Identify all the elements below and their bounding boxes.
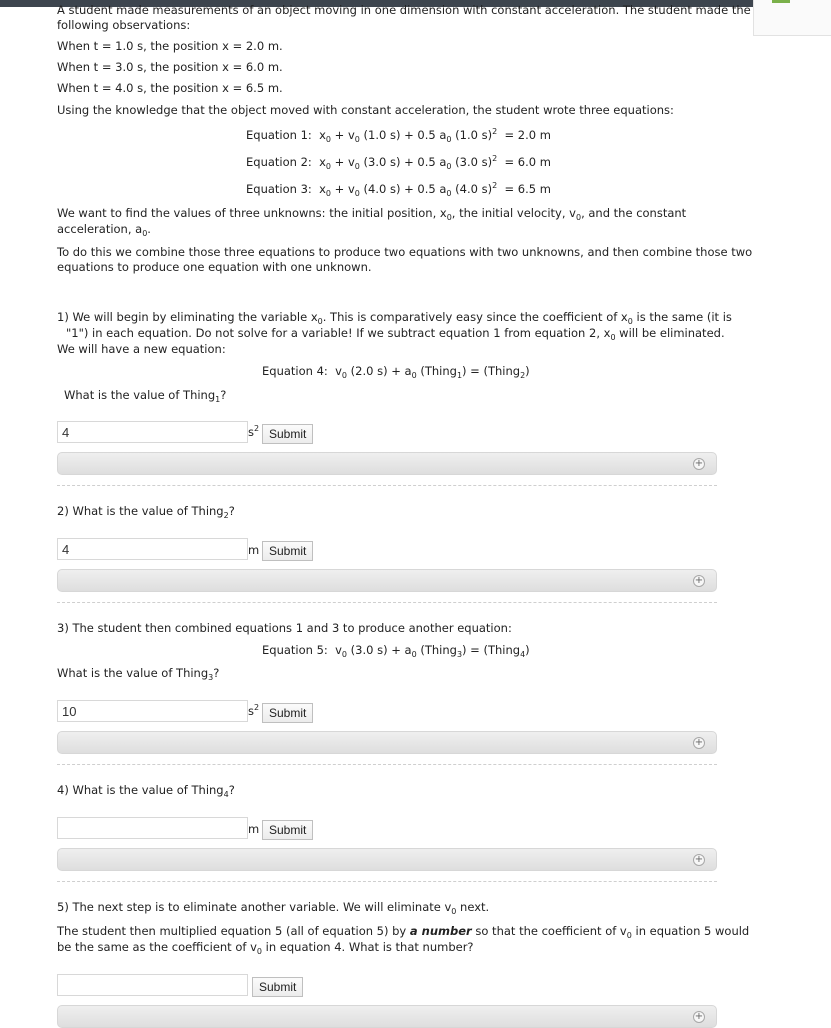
unknowns-line-2: acceleration, $a_0$. — [57, 222, 151, 238]
side-panel — [753, 0, 831, 36]
question-2: 2) What is the value of Thing$_2$? — [57, 504, 235, 520]
part3-intro: 3) The student then combined equations 1 and 3 to produce another equation: — [57, 621, 512, 635]
equation-1: Equation 1: $x_0 + v_0$ (1.0 s) + 0.5 $a_0$ (1.0 s)$^2$ = 2.0 m — [246, 127, 551, 144]
question-4: 4) What is the value of Thing$_4$? — [57, 783, 235, 799]
answer-4-input[interactable] — [57, 817, 248, 839]
separator — [57, 485, 717, 486]
intro-line-1: A student made measurements of an object moving in one dimension with constant acceleration. The student made the — [57, 3, 751, 17]
submit-2-button[interactable]: Submit — [262, 541, 313, 561]
expand-icon[interactable]: + — [694, 1011, 704, 1022]
hint-5-panel[interactable] — [57, 1005, 717, 1028]
answer-5-input[interactable] — [57, 974, 248, 996]
equation-5: Equation 5: $v_0$ (3.0 $s) + a_0$ (Thing$_3$) = (Thing$_4$) — [262, 643, 530, 659]
expand-icon[interactable]: + — [694, 854, 704, 865]
separator — [57, 602, 717, 603]
combine-line-2: equations to produce one equation with one unknown. — [57, 260, 372, 274]
submit-5-button[interactable]: Submit — [252, 977, 303, 997]
knowledge-text: Using the knowledge that the object moved with constant acceleration, the student wrote three equations: — [57, 103, 674, 117]
observation-3: When t = 4.0 s, the position x = 6.5 m. — [57, 81, 283, 95]
part1-line-2: "1") in each equation. Do not solve for a variable! If we subtract equation 1 from equation 2, $x_0$ will be eliminated. — [66, 326, 725, 342]
equation-4: Equation 4: $v_0$ (2.0 $s) + a_0$ (Thing$_1$) = (Thing$_2$) — [262, 364, 530, 380]
hint-3-panel[interactable] — [57, 731, 717, 754]
part5-line-2: The student then multiplied equation 5 (all of equation 5) by a number so that the coefficient of $v_0$ in equation 5 would — [57, 924, 750, 940]
part5-line-3: be the same as the coefficient of $v_0$ in equation 4. What is that number? — [57, 940, 474, 956]
hint-1-panel[interactable] — [57, 452, 717, 475]
answer-1-unit: $s^2$ — [248, 424, 260, 439]
intro-line-2: following observations: — [57, 18, 191, 32]
equation-3: Equation 3: $x_0 + v_0$ (4.0 s) + 0.5 $a_0$ (4.0 s)$^2$ = 6.5 m — [246, 181, 551, 198]
question-1: What is the value of Thing$_1$? — [64, 388, 227, 404]
answer-4-unit: m — [248, 822, 260, 836]
progress-tick — [772, 0, 790, 3]
submit-1-button[interactable]: Submit — [262, 424, 313, 444]
separator — [57, 881, 717, 882]
part1-line-3: We will have a new equation: — [57, 342, 226, 356]
answer-3-input[interactable] — [57, 700, 248, 722]
unknowns-line-1: We want to find the values of three unknowns: the initial position, $x_0$, the initial velocity, $v_0$, and the constant — [57, 206, 687, 222]
hint-4-panel[interactable] — [57, 848, 717, 871]
part1-line-1: 1) We will begin by eliminating the variable $x_0$. This is comparatively easy since the coefficient of $x_0$ is the same (it is — [57, 310, 732, 326]
submit-4-button[interactable]: Submit — [262, 820, 313, 840]
answer-1-input[interactable] — [57, 421, 248, 443]
observation-1: When t = 1.0 s, the position x = 2.0 m. — [57, 39, 283, 53]
answer-2-unit: m — [248, 543, 260, 557]
equation-2: Equation 2: $x_0 + v_0$ (3.0 s) + 0.5 $a_0$ (3.0 s)$^2$ = 6.0 m — [246, 154, 551, 171]
part5-line-1: 5) The next step is to eliminate another variable. We will eliminate $v_0$ next. — [57, 900, 490, 916]
answer-3-unit: $s^2$ — [248, 703, 260, 718]
hint-2-panel[interactable] — [57, 569, 717, 592]
combine-line-1: To do this we combine those three equations to produce two equations with two unknowns, and then combine those two — [57, 245, 753, 259]
submit-3-button[interactable]: Submit — [262, 703, 313, 723]
expand-icon[interactable]: + — [694, 737, 704, 748]
answer-2-input[interactable] — [57, 538, 248, 560]
expand-icon[interactable]: + — [694, 458, 704, 469]
observation-2: When t = 3.0 s, the position x = 6.0 m. — [57, 60, 283, 74]
expand-icon[interactable]: + — [694, 575, 704, 586]
separator — [57, 764, 717, 765]
question-3: What is the value of Thing$_3$? — [57, 666, 220, 682]
